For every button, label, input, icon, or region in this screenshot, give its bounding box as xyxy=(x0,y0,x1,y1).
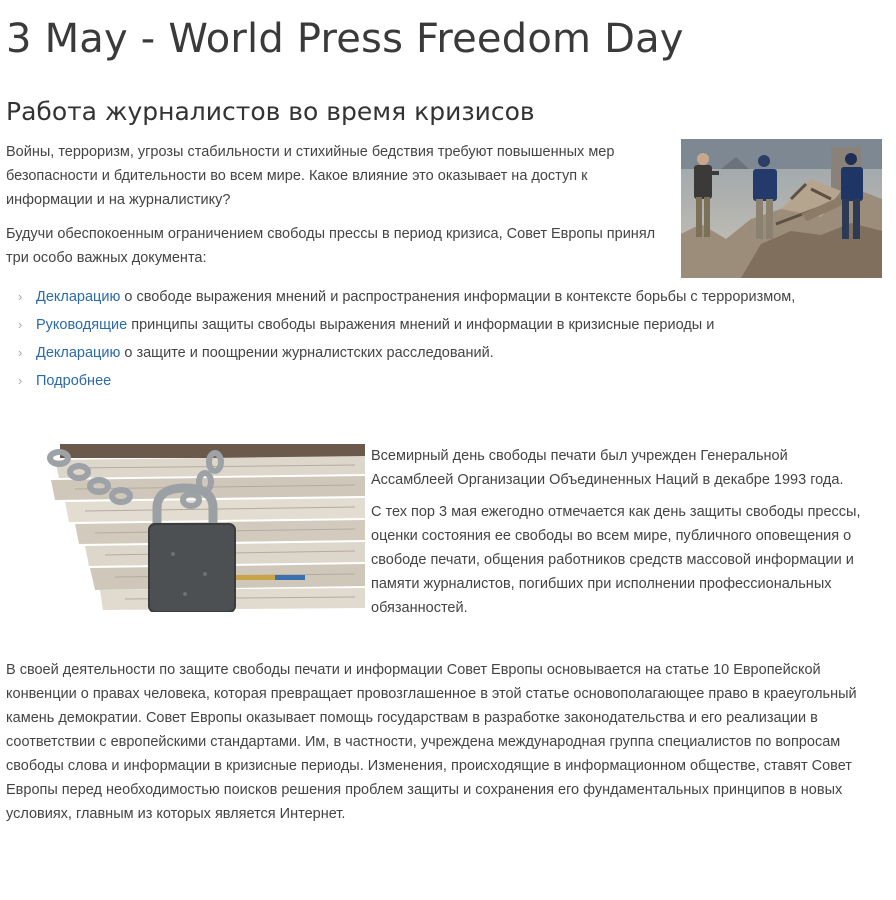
declaration-investigative-link[interactable]: Декларацию xyxy=(36,345,121,361)
list-item xyxy=(18,283,893,311)
chevron-right-icon: › xyxy=(18,289,23,304)
journalists-photo xyxy=(681,139,882,278)
newspapers-padlock-photo xyxy=(45,444,365,612)
list-item-text: принципы защиты свободы выражения мнений и информации в кризисные периоды и xyxy=(127,317,715,333)
read-more-link[interactable]: Подробнее xyxy=(36,373,112,389)
documents-list xyxy=(18,283,893,395)
list-item xyxy=(18,339,893,367)
history-paragraph-2: С тех пор 3 мая ежегодно отмечается как день защиты свободы прессы, оценки состояния ее свободы во всем мире, публичного оповещения о свободе печати, общения работников средств массовой информации и памяти журналистов, погибших при исполнении профессиональных обязанностей. xyxy=(371,504,861,616)
chevron-right-icon: › xyxy=(18,317,23,332)
intro-paragraph-2: Будучи обеспокоенным ограничением свободы прессы в период кризиса, Совет Европы принял три особо важных документа: xyxy=(6,226,656,266)
page-title: 3 May - World Press Freedom Day xyxy=(6,16,684,62)
section-heading: Работа журналистов во время кризисов xyxy=(6,97,535,126)
intro-paragraph-1: Войны, терроризм, угрозы стабильности и стихийные бедствия требуют повышенных мер безопасности и бдительности во всем мире. Какое влияние это оказывает на доступ к информации и на журналистику? xyxy=(6,144,615,208)
history-paragraph-1: Всемирный день свободы печати был учрежден Генеральной Ассамблеей Организации Объединенных Наций в декабре 1993 года. xyxy=(371,448,844,488)
history-text xyxy=(371,444,871,628)
intro-text xyxy=(6,140,670,280)
list-item-text: о свободе выражения мнений и распространения информации в контексте борьбы с терроризмом, xyxy=(120,289,796,305)
list-item xyxy=(18,311,893,339)
council-of-europe-paragraph: В своей деятельности по защите свободы печати и информации Совет Европы основывается на статье 10 Европейской конвенции о правах человека, которая превращает провозглашенное в этой статье основополагающее право в краеугольный камень демократии. Совет Европы оказывает помощь государствам в разработке законодательства и его реализации в соответствии с европейскими стандартами. Им, в частности, учреждена международная группа специалистов по вопросам свободы слова и информации в кризисные периоды. Изменения, происходящие в информационном обществе, ставят Совет Европы перед необходимостью поисков решения проблем защиты и сохранения его фундаментальных принципов в новых условиях, главным из которых является Интернет. xyxy=(6,662,857,822)
list-item xyxy=(18,367,893,395)
guidelines-link[interactable]: Руководящие xyxy=(36,317,128,333)
chevron-right-icon: › xyxy=(18,373,23,388)
chevron-right-icon: › xyxy=(18,345,23,360)
declaration-terrorism-link[interactable]: Декларацию xyxy=(36,289,121,305)
list-item-text: о защите и поощрении журналистских расследований. xyxy=(120,345,494,361)
